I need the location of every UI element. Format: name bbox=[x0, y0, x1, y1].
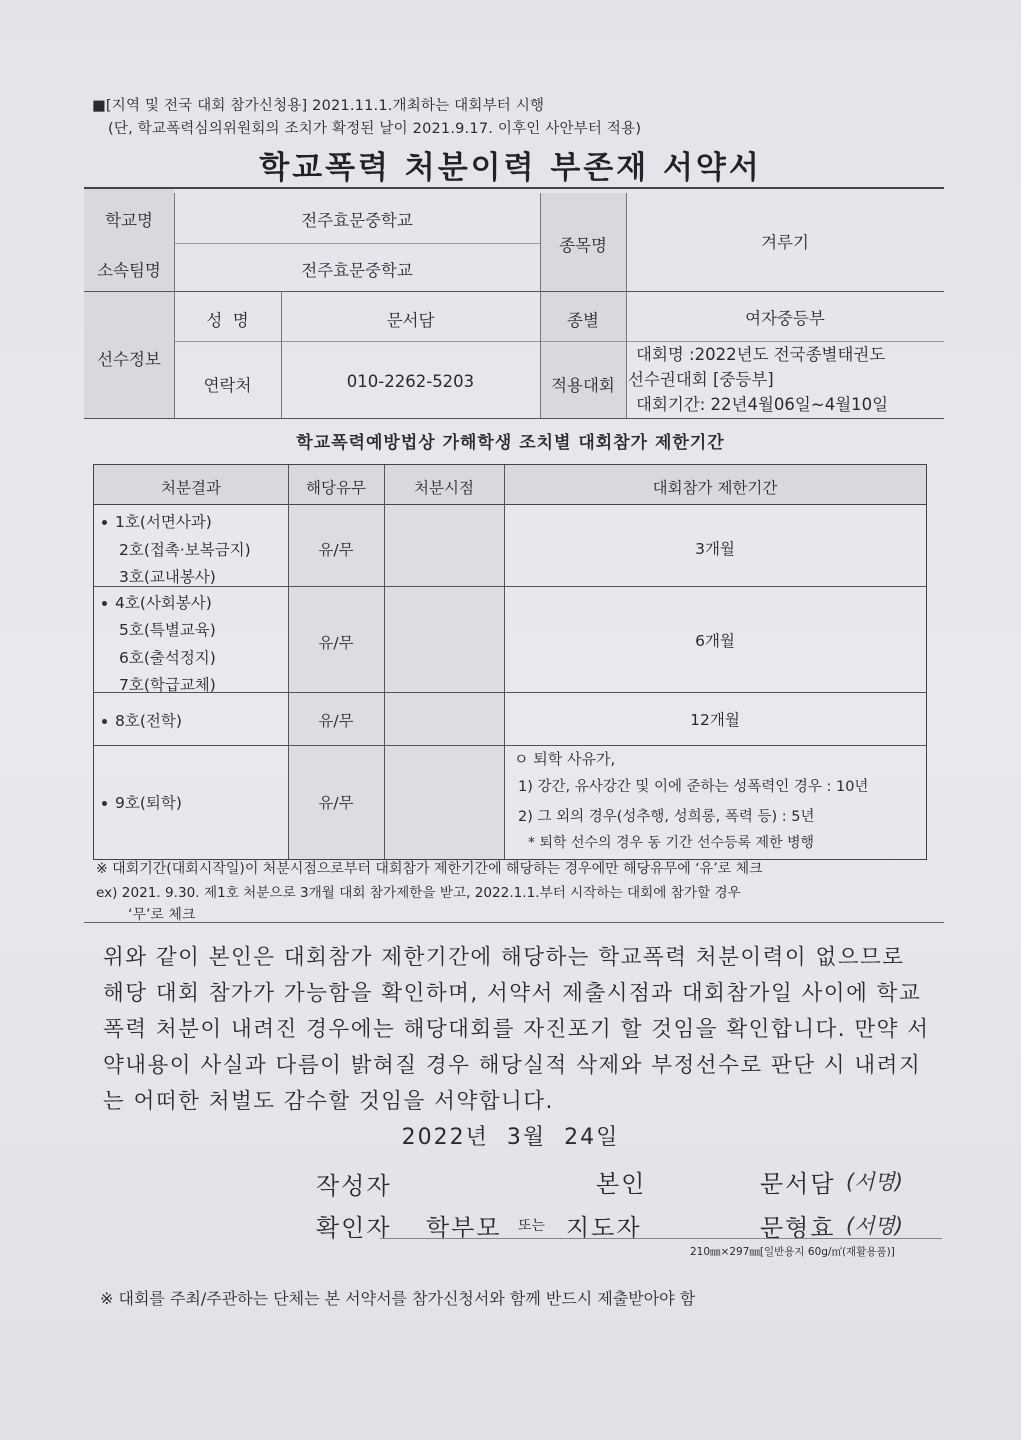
confirmer-label: 확인자 bbox=[316, 1214, 392, 1242]
writer-name: 문서담 bbox=[760, 1170, 836, 1198]
pledge-text: 위와 같이 본인은 대회참가 제한기간에 해당하는 학교폭력 처분이력이 없으므로 해당 대회 참가가 가능함을 확인하며, 서약서 제출시점과 대회참가일 사이에 학교폭력 처분이 내려진 경우에는 해당대회를 자진포기 할 것임을 확인합니다. 만약 서약내용이 사실과 다름이 밝혀질 경우 해당실적 삭제와 부정선수로 판단 시 내려지는 어떠한 처벌도 감수할 것임을 서약합니다. bbox=[103, 945, 930, 1114]
footer-notice: ※ 대회를 주최/주관하는 단체는 본 서약서를 참가신청서와 함께 반드시 제출받아야 함 bbox=[100, 1289, 696, 1308]
school-label: 학교명 bbox=[105, 211, 153, 230]
note-1: ※ 대회기간(대회시작일)이 처분시점으로부터 대회참가 제한기간에 해당하는 경우에만 해당유무에 ‘유’로 체크 bbox=[96, 861, 763, 877]
confirmer-parent: 학부모 bbox=[426, 1214, 502, 1242]
player-info-label: 선수정보 bbox=[97, 350, 161, 369]
expulsion-note: * 퇴학 선수의 경우 동 기간 선수등록 제한 병행 bbox=[528, 835, 815, 851]
competition-name-line1: 대회명 :2022년도 전국종별태권도 bbox=[636, 345, 886, 364]
confirmer-signature: (서명) bbox=[846, 1214, 903, 1238]
writer-label: 작성자 bbox=[316, 1172, 392, 1200]
notice-line-1: ■[지역 및 전국 대회 참가신청용] 2021.11.1.개최하는 대회부터 시행 bbox=[92, 98, 545, 114]
restriction-period: 3개월 bbox=[695, 540, 735, 558]
expulsion-note: 1) 강간, 유사강간 및 이에 준하는 성폭력인 경우 : 10년 bbox=[518, 779, 869, 795]
header-period: 대회참가 제한기간 bbox=[652, 479, 778, 497]
applicable-mark: 유/무 bbox=[318, 541, 354, 559]
notice-line-2: (단, 학교폭력심의위원회의 조치가 확정된 날이 2021.9.17. 이후인 사안부터 적용) bbox=[108, 121, 642, 137]
table-row-item: 7호(학급교체) bbox=[119, 676, 216, 694]
table-row-item: 5호(특별교육) bbox=[119, 621, 216, 639]
document-title: 학교폭력 처분이력 부존재 서약서 bbox=[259, 150, 762, 186]
table-row-item: 6호(출석정지) bbox=[119, 649, 216, 667]
writer-signature: (서명) bbox=[846, 1170, 903, 1194]
team-value: 전주효문중학교 bbox=[301, 261, 413, 280]
event-value: 겨루기 bbox=[761, 233, 809, 252]
competition-name-line2: 선수권대회 [중등부] bbox=[628, 370, 774, 389]
restriction-table-title: 학교폭력예방법상 가해학생 조치별 대회참가 제한기간 bbox=[296, 433, 725, 453]
contact-label: 연락처 bbox=[203, 376, 252, 395]
contact-value: 010-2262-5203 bbox=[346, 372, 475, 391]
restriction-table bbox=[93, 464, 927, 860]
team-label: 소속팀명 bbox=[97, 261, 161, 280]
restriction-period: 6개월 bbox=[695, 632, 735, 650]
name-label: 성 명 bbox=[206, 311, 249, 330]
header-date: 처분시점 bbox=[414, 479, 474, 497]
table-row-item: 9호(퇴학) bbox=[102, 791, 182, 813]
table-row-item: 8호(전학) bbox=[102, 709, 182, 731]
confirmer-name: 문형효 bbox=[760, 1214, 836, 1242]
header-applicable: 해당유무 bbox=[306, 479, 366, 497]
pledge-date: 2022년 3월 24일 bbox=[401, 1125, 620, 1150]
category-value: 여자중등부 bbox=[745, 309, 825, 328]
note-3: ‘무’로 체크 bbox=[128, 907, 196, 923]
note-2: ex) 2021. 9.30. 제1호 처분으로 3개월 대회 참가제한을 받고, 2022.1.1.부터 시작하는 대회에 참가할 경우 bbox=[96, 885, 741, 901]
table-row-item: 3호(교내봉사) bbox=[119, 568, 216, 586]
expulsion-note: 2) 그 외의 경우(성추행, 성희롱, 폭력 등) : 5년 bbox=[518, 809, 815, 825]
school-value: 전주효문중학교 bbox=[301, 211, 413, 230]
competition-label: 적용대회 bbox=[551, 376, 615, 395]
expulsion-note: ㅇ 퇴학 사유가, bbox=[514, 750, 616, 768]
applicable-mark: 유/무 bbox=[318, 634, 354, 652]
writer-role: 본인 bbox=[596, 1170, 647, 1198]
header-result: 처분결과 bbox=[161, 479, 221, 497]
confirmer-or: 또는 bbox=[518, 1218, 546, 1234]
table-row-item: 4호(사회봉사) bbox=[102, 591, 212, 613]
name-value: 문서담 bbox=[386, 311, 435, 330]
category-label: 종별 bbox=[567, 311, 599, 330]
event-label: 종목명 bbox=[559, 236, 607, 255]
competition-period: 대회기간: 22년4월06일~4월10일 bbox=[636, 395, 889, 414]
applicable-mark: 유/무 bbox=[318, 794, 354, 812]
table-row-item: 1호(서면사과) bbox=[102, 510, 212, 532]
paper-spec: 210㎜×297㎜[일반용지 60g/㎡(재활용품)] bbox=[690, 1246, 895, 1258]
table-row-item: 2호(접촉·보복금지) bbox=[119, 541, 251, 559]
confirmer-coach: 지도자 bbox=[566, 1214, 642, 1242]
applicable-mark: 유/무 bbox=[318, 712, 354, 730]
restriction-period: 12개월 bbox=[690, 711, 740, 729]
